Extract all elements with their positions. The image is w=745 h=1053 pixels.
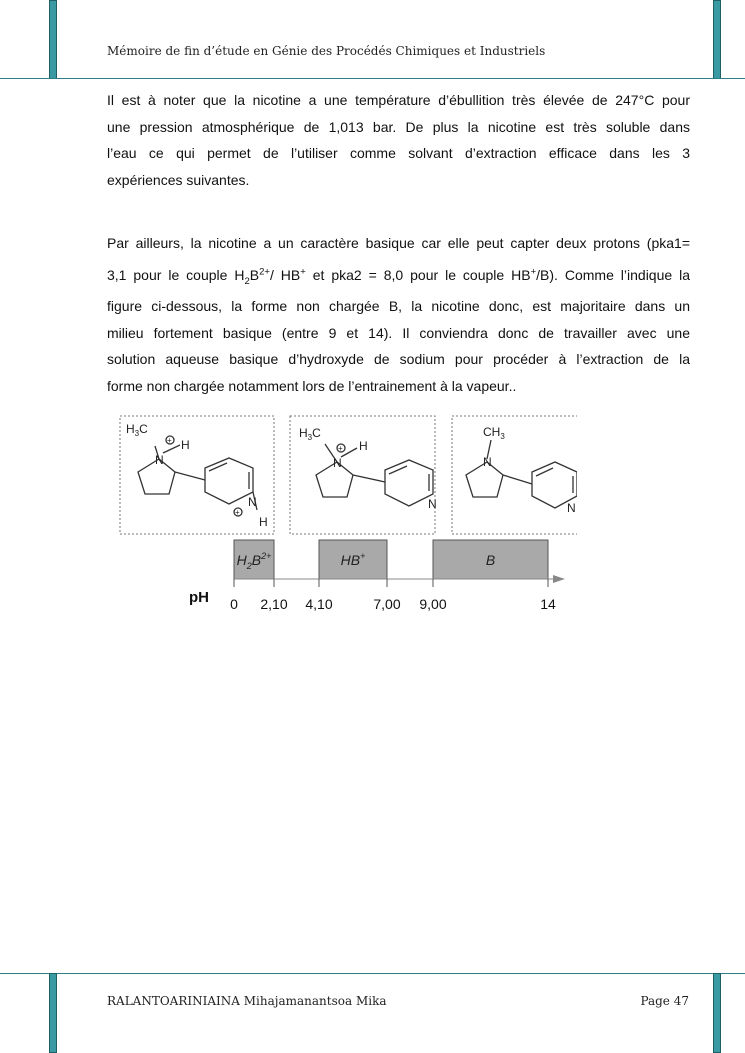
m1-plus-label: + — [167, 436, 172, 445]
m2-methyl-label: $H_3C$ — [299, 426, 321, 442]
species-label-1: $H_2B^{2+}$ — [236, 551, 272, 571]
species-label-2: HB+ — [340, 551, 366, 568]
header-title: Mémoire de fin d’étude en Génie des Procédés Chimiques et Industriels — [107, 44, 546, 58]
p2-line-2-e: /B). Comme l’indique la — [536, 266, 690, 283]
m1-n-label: N — [155, 453, 164, 467]
p2-line-5: solution aqueuse basique d’hydroxyde de sodium pour procéder à l’extraction de la — [107, 351, 690, 367]
footer-bar-left — [49, 973, 57, 1053]
p2-line-2-sub: 2 — [244, 275, 250, 287]
nicotine-speciation-figure — [117, 412, 577, 617]
header-bar-right — [713, 0, 721, 79]
p2-line-2 — [107, 262, 690, 289]
species-label-3: B — [485, 552, 496, 568]
p1-line-1: Il est à noter que la nicotine a une température d’ébullition très élevée de 247°C pour — [107, 92, 690, 108]
ph-tick-label-4: 9,00 — [419, 596, 447, 612]
molecule-box-b — [452, 416, 577, 534]
p2-line-2-b: B — [249, 266, 260, 283]
p2-line-2-sup1: 2+ — [259, 265, 270, 277]
m2-n-label: N — [333, 456, 342, 470]
m2-plus-label: + — [338, 444, 343, 453]
p2-line-2-a: 3,1 pour le couple H — [107, 266, 245, 283]
header-rule — [0, 78, 745, 79]
p2-line-2-c: / HB — [269, 266, 301, 283]
p2-line-3: figure ci-dessous, la forme non chargée B, la nicotine donc, est majoritaire dans un — [107, 298, 690, 314]
m1-pyn-label: N — [248, 495, 257, 509]
footer-bar-right — [713, 973, 721, 1053]
ph-tick-label-5: 14 — [540, 596, 556, 612]
molecule-hb — [316, 444, 433, 506]
m3-n-label: N — [483, 455, 492, 469]
ph-axis-arrow — [553, 575, 565, 583]
header-bar-left — [49, 0, 57, 79]
molecule-h2b — [138, 436, 257, 516]
ph-tick-label-3: 7,00 — [373, 596, 401, 612]
ph-tick-label-2: 4,10 — [305, 596, 333, 612]
m1-pyh-label: H — [259, 515, 268, 529]
m3-pyn-label: N — [567, 501, 576, 515]
p2-line-1: Par ailleurs, la nicotine a un caractère basique car elle peut capter deux protons (pka1= — [107, 235, 690, 251]
footer-author: RALANTOARINIAINA Mihajamanantsoa Mika — [107, 994, 387, 1008]
p1-line-2: une pression atmosphérique de 1,013 bar. De plus la nicotine est très soluble dans — [107, 118, 690, 135]
ph-axis-label: pH — [189, 589, 209, 606]
p2-line-2-d: et pka2 = 8,0 pour le couple HB — [305, 266, 531, 283]
m1-pyplus-label: + — [235, 508, 240, 517]
p2-line-6: forme non chargée notamment lors de l’entrainement à la vapeur.. — [107, 377, 517, 394]
ph-tick-label-1: 2,10 — [260, 596, 288, 612]
m1-h-label: H — [181, 438, 190, 452]
m2-pyn-label: N — [428, 497, 437, 511]
p2-line-2-sup2: + — [300, 265, 306, 277]
ph-tick-label-0: 0 — [230, 596, 238, 612]
m3-methyl-label: $CH_3$ — [483, 425, 505, 441]
m2-h-label: H — [359, 439, 368, 453]
ph-ticks — [230, 579, 556, 612]
molecule-b — [466, 440, 577, 508]
paragraph-2 — [107, 230, 690, 399]
p1-line-3: l’eau ce qui permet de l’utiliser comme solvant d’extraction efficace dans les 3 — [107, 145, 690, 161]
p2-line-2-sup3: + — [530, 265, 537, 277]
p2-line-4: milieu fortement basique (entre 9 et 14). Il conviendra donc de travailler avec une — [107, 324, 690, 341]
p1-line-4: expériences suivantes. — [107, 171, 250, 188]
footer-rule — [0, 973, 745, 974]
m1-methyl-label: $H_3C$ — [126, 422, 148, 438]
paragraph-1 — [107, 87, 690, 193]
footer-page-number: Page 47 — [640, 994, 689, 1008]
species-bands — [234, 540, 548, 579]
